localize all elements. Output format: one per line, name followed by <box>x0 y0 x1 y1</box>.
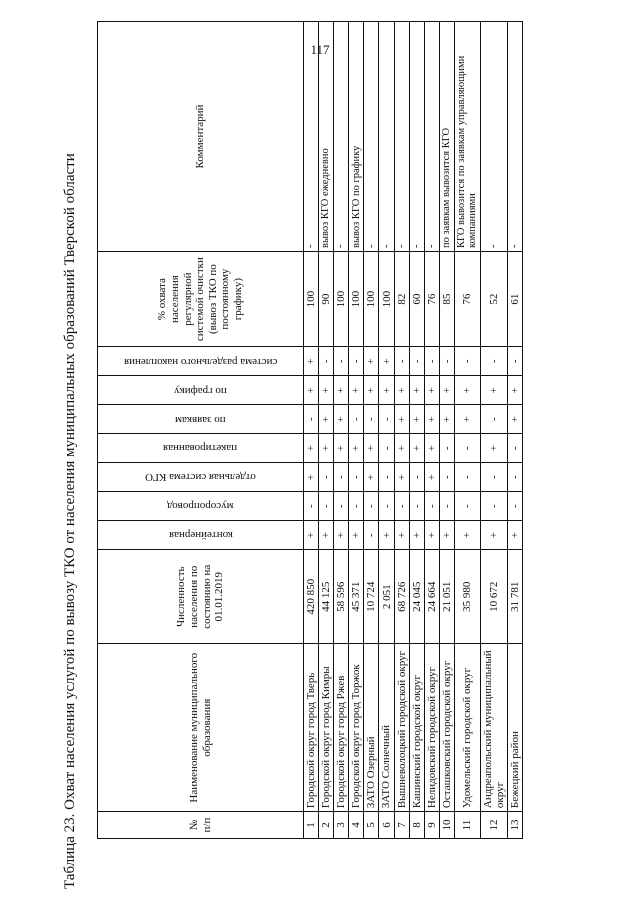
cell-container: + <box>508 521 523 550</box>
table-row <box>508 22 523 839</box>
cell-kgo: - <box>379 463 394 492</box>
cell-comment: по заявкам вывозится КГО <box>439 22 454 252</box>
cell-garbage-chute: - <box>364 492 379 521</box>
cell-num: 12 <box>481 812 508 839</box>
cell-comment: - <box>364 22 379 252</box>
cell-num: 8 <box>409 812 424 839</box>
table-row <box>481 22 508 839</box>
cell-on-request: - <box>364 405 379 434</box>
cell-kgo: + <box>304 463 319 492</box>
cell-comment: - <box>409 22 424 252</box>
cell-on-request: + <box>409 405 424 434</box>
page-number: 117 <box>310 42 330 57</box>
cell-name: Удомельский городской округ <box>454 644 480 812</box>
cell-num: 2 <box>319 812 334 839</box>
cell-bagged: + <box>319 434 334 463</box>
cell-kgo: + <box>394 463 409 492</box>
cell-container: - <box>364 521 379 550</box>
table-row <box>319 22 334 839</box>
cell-population: 44 125 <box>319 550 334 644</box>
cell-by-schedule: + <box>304 376 319 405</box>
cell-comment: вывоз КГО ежедневно <box>319 22 334 252</box>
header-row <box>98 22 304 839</box>
cell-population: 31 781 <box>508 550 523 644</box>
cell-bagged: + <box>304 434 319 463</box>
cell-population: 21 051 <box>439 550 454 644</box>
cell-kgo: - <box>319 463 334 492</box>
cell-population: 10 672 <box>481 550 508 644</box>
cell-separate: - <box>454 347 480 376</box>
cell-name: Городской округ город Торжок <box>349 644 364 812</box>
header-on-request: по заявкам <box>98 405 304 434</box>
cell-name: ЗАТО Озерный <box>364 644 379 812</box>
cell-kgo: - <box>409 463 424 492</box>
cell-num: 4 <box>349 812 364 839</box>
cell-by-schedule: + <box>349 376 364 405</box>
cell-coverage: 85 <box>439 251 454 346</box>
cell-separate: + <box>379 347 394 376</box>
cell-comment: - <box>481 22 508 252</box>
cell-separate: - <box>424 347 439 376</box>
cell-coverage: 61 <box>508 251 523 346</box>
cell-separate: - <box>319 347 334 376</box>
cell-on-request: - <box>379 405 394 434</box>
cell-by-schedule: + <box>334 376 349 405</box>
cell-population: 45 371 <box>349 550 364 644</box>
cell-by-schedule: + <box>394 376 409 405</box>
cell-kgo: - <box>481 463 508 492</box>
cell-separate: - <box>481 347 508 376</box>
cell-coverage: 100 <box>349 251 364 346</box>
cell-population: 24 045 <box>409 550 424 644</box>
cell-on-request: - <box>304 405 319 434</box>
cell-by-schedule: + <box>319 376 334 405</box>
cell-num: 5 <box>364 812 379 839</box>
table-row <box>304 22 319 839</box>
cell-num: 9 <box>424 812 439 839</box>
cell-comment: - <box>334 22 349 252</box>
cell-by-schedule: + <box>364 376 379 405</box>
cell-container: + <box>424 521 439 550</box>
cell-garbage-chute: - <box>394 492 409 521</box>
cell-population: 35 980 <box>454 550 480 644</box>
cell-coverage: 52 <box>481 251 508 346</box>
cell-garbage-chute: - <box>454 492 480 521</box>
table-row <box>379 22 394 839</box>
table-row <box>349 22 364 839</box>
cell-comment: КГО вывозится по заявкам управляющими компаниями <box>454 22 480 252</box>
table-row <box>454 22 480 839</box>
cell-on-request: + <box>394 405 409 434</box>
cell-coverage: 76 <box>424 251 439 346</box>
cell-separate: - <box>508 347 523 376</box>
cell-separate: + <box>304 347 319 376</box>
cell-bagged: + <box>424 434 439 463</box>
cell-garbage-chute: - <box>439 492 454 521</box>
coverage-table <box>97 21 523 839</box>
header-by-schedule: по графику <box>98 376 304 405</box>
cell-garbage-chute: - <box>379 492 394 521</box>
cell-by-schedule: + <box>409 376 424 405</box>
cell-kgo: - <box>454 463 480 492</box>
cell-coverage: 90 <box>319 251 334 346</box>
cell-population: 24 664 <box>424 550 439 644</box>
cell-on-request: + <box>424 405 439 434</box>
table-title: Таблица 23. Охват населения услугой по вывозу ТКО от населения муниципальных образований Тверской области <box>62 153 78 889</box>
cell-container: + <box>481 521 508 550</box>
cell-garbage-chute: - <box>349 492 364 521</box>
cell-separate: - <box>409 347 424 376</box>
table-row <box>334 22 349 839</box>
header-population: Численность населения по состоянию на 01.01.2019 <box>98 550 304 644</box>
cell-kgo: - <box>508 463 523 492</box>
cell-container: + <box>319 521 334 550</box>
cell-separate: - <box>394 347 409 376</box>
cell-coverage: 100 <box>364 251 379 346</box>
cell-container: + <box>409 521 424 550</box>
cell-name: Вышневолоцкий городской округ <box>394 644 409 812</box>
cell-name: Андреапольский муниципальный округ <box>481 644 508 812</box>
header-num: № п/п <box>98 812 304 839</box>
cell-coverage: 100 <box>379 251 394 346</box>
cell-garbage-chute: - <box>319 492 334 521</box>
cell-name: Осташковский городской округ <box>439 644 454 812</box>
header-garbage-chute: мусоропровод <box>98 492 304 521</box>
table-row <box>424 22 439 839</box>
table-row <box>409 22 424 839</box>
cell-by-schedule: + <box>439 376 454 405</box>
cell-container: + <box>379 521 394 550</box>
cell-by-schedule: + <box>454 376 480 405</box>
cell-by-schedule: + <box>481 376 508 405</box>
cell-container: + <box>334 521 349 550</box>
cell-population: 58 596 <box>334 550 349 644</box>
cell-kgo: - <box>349 463 364 492</box>
cell-on-request: + <box>439 405 454 434</box>
header-bagged: пакетированная <box>98 434 304 463</box>
cell-num: 7 <box>394 812 409 839</box>
cell-container: + <box>304 521 319 550</box>
cell-bagged: - <box>454 434 480 463</box>
cell-coverage: 60 <box>409 251 424 346</box>
cell-num: 6 <box>379 812 394 839</box>
cell-comment: - <box>424 22 439 252</box>
cell-container: + <box>439 521 454 550</box>
cell-on-request: + <box>454 405 480 434</box>
cell-bagged: + <box>334 434 349 463</box>
cell-population: 420 850 <box>304 550 319 644</box>
cell-coverage: 82 <box>394 251 409 346</box>
cell-container: + <box>454 521 480 550</box>
cell-on-request: - <box>481 405 508 434</box>
cell-num: 3 <box>334 812 349 839</box>
cell-num: 11 <box>454 812 480 839</box>
cell-separate: - <box>334 347 349 376</box>
cell-garbage-chute: - <box>424 492 439 521</box>
cell-bagged: - <box>379 434 394 463</box>
cell-bagged: - <box>439 434 454 463</box>
cell-on-request: + <box>508 405 523 434</box>
cell-name: Бежецкий район <box>508 644 523 812</box>
cell-garbage-chute: - <box>409 492 424 521</box>
cell-garbage-chute: - <box>508 492 523 521</box>
table-row <box>439 22 454 839</box>
cell-bagged: + <box>349 434 364 463</box>
cell-comment: - <box>508 22 523 252</box>
cell-garbage-chute: - <box>481 492 508 521</box>
table-row <box>394 22 409 839</box>
cell-bagged: + <box>409 434 424 463</box>
cell-comment: - <box>379 22 394 252</box>
header-kgo: отдельная система КГО <box>98 463 304 492</box>
header-separate: система раздельного накопления <box>98 347 304 376</box>
cell-name: Городской округ город Кимры <box>319 644 334 812</box>
cell-bagged: + <box>394 434 409 463</box>
cell-garbage-chute: - <box>334 492 349 521</box>
cell-kgo: - <box>439 463 454 492</box>
header-coverage: % охвата населения регулярной системой очистки (вывоз ТКО по постоянному графику) <box>98 251 304 346</box>
cell-population: 2 051 <box>379 550 394 644</box>
cell-garbage-chute: - <box>304 492 319 521</box>
cell-name: ЗАТО Солнечный <box>379 644 394 812</box>
header-comment: Комментарий <box>98 22 304 252</box>
cell-kgo: - <box>334 463 349 492</box>
cell-container: + <box>394 521 409 550</box>
cell-coverage: 100 <box>304 251 319 346</box>
table-row <box>364 22 379 839</box>
cell-separate: - <box>439 347 454 376</box>
header-container: контейнерная <box>98 521 304 550</box>
cell-population: 68 726 <box>394 550 409 644</box>
cell-coverage: 76 <box>454 251 480 346</box>
cell-by-schedule: + <box>424 376 439 405</box>
cell-bagged: + <box>364 434 379 463</box>
cell-comment: - <box>394 22 409 252</box>
cell-comment: - <box>304 22 319 252</box>
cell-comment: вывоз КГО по графику <box>349 22 364 252</box>
cell-num: 13 <box>508 812 523 839</box>
cell-on-request: + <box>319 405 334 434</box>
cell-name: Кашинский городской округ <box>409 644 424 812</box>
cell-kgo: + <box>364 463 379 492</box>
cell-by-schedule: + <box>379 376 394 405</box>
cell-num: 10 <box>439 812 454 839</box>
cell-bagged: - <box>508 434 523 463</box>
cell-container: + <box>349 521 364 550</box>
cell-name: Городской округ город Тверь <box>304 644 319 812</box>
header-name: Наименование муниципального образования <box>98 644 304 812</box>
cell-name: Нелидовский городской округ <box>424 644 439 812</box>
cell-kgo: + <box>424 463 439 492</box>
cell-separate: - <box>349 347 364 376</box>
cell-population: 10 724 <box>364 550 379 644</box>
cell-coverage: 100 <box>334 251 349 346</box>
cell-on-request: + <box>334 405 349 434</box>
cell-name: Городской округ город Ржев <box>334 644 349 812</box>
cell-bagged: + <box>481 434 508 463</box>
cell-by-schedule: + <box>508 376 523 405</box>
cell-num: 1 <box>304 812 319 839</box>
cell-on-request: - <box>349 405 364 434</box>
cell-separate: + <box>364 347 379 376</box>
